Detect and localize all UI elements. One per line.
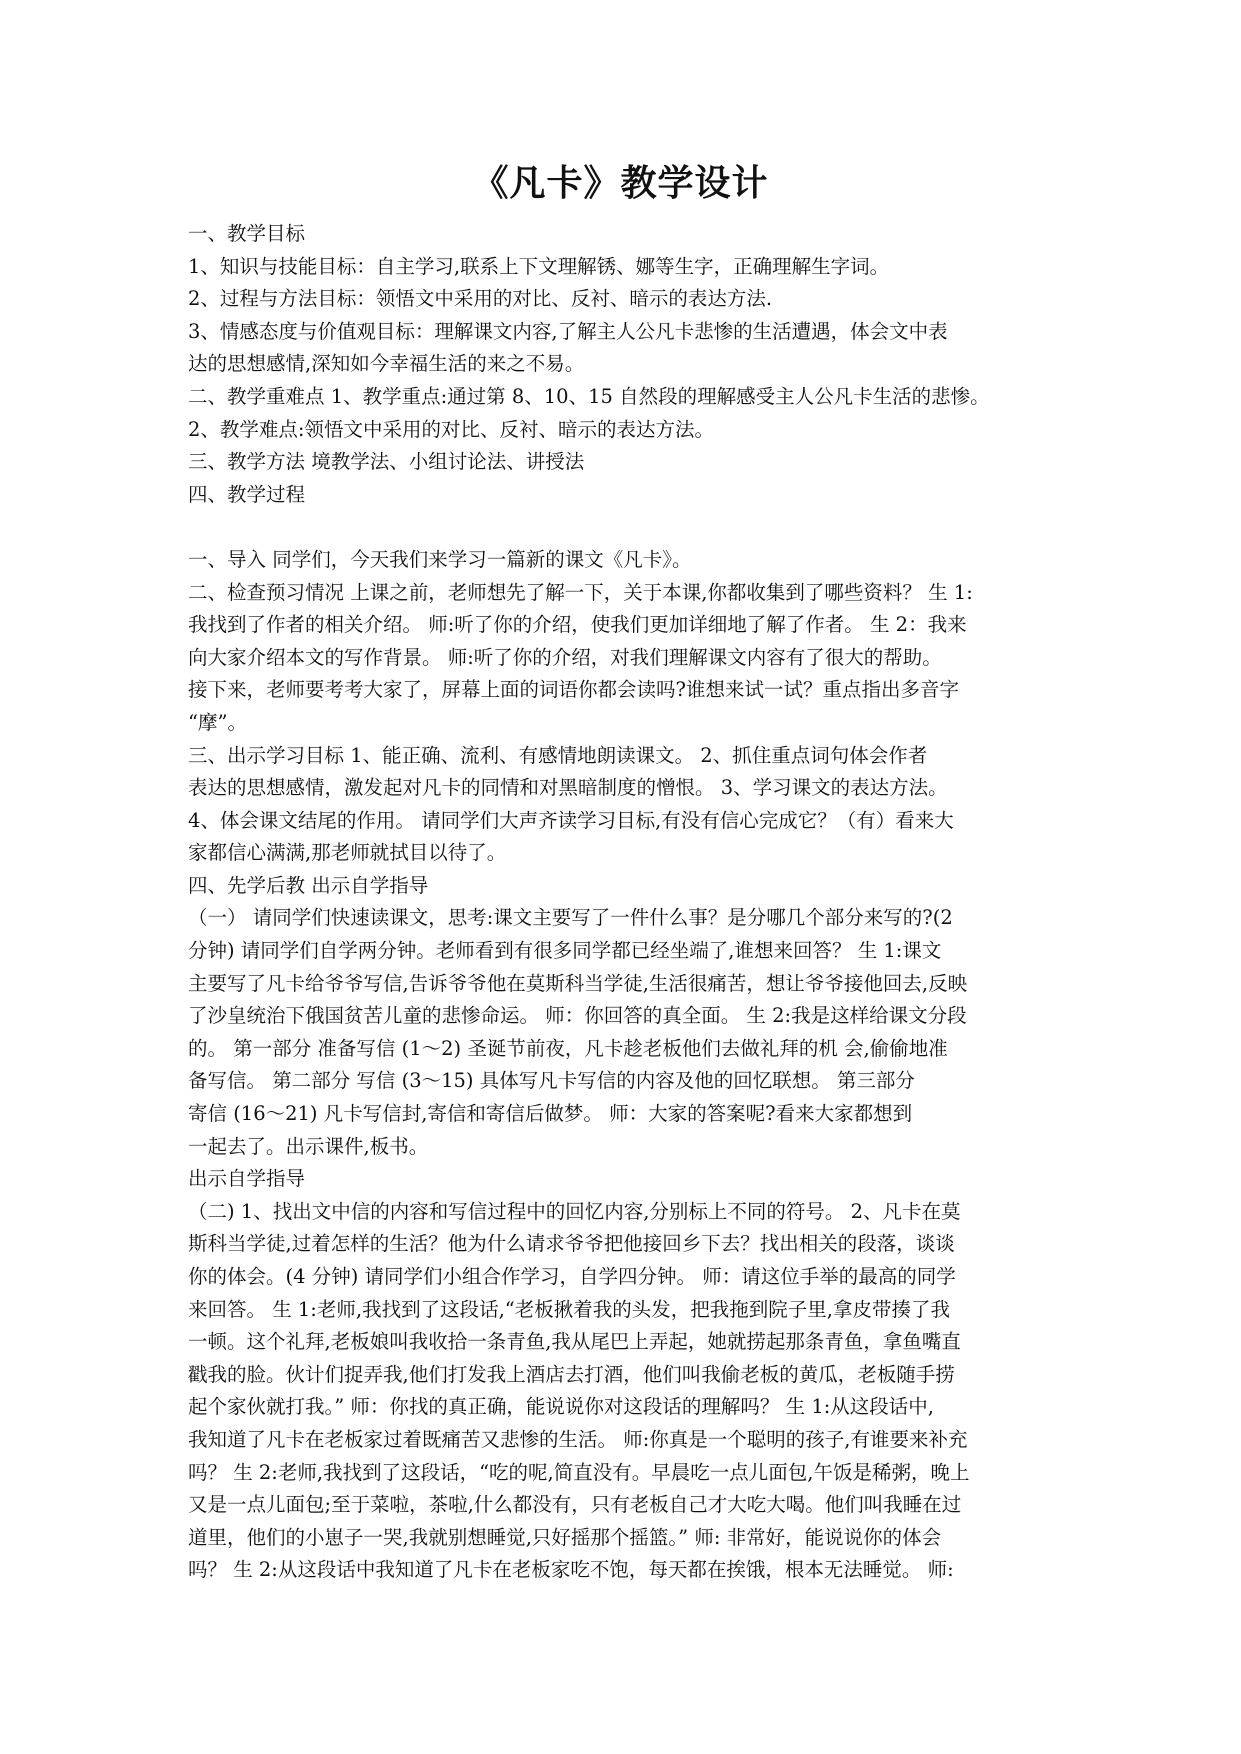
process-text-line: 吗？ 生 2:从这段话中我知道了凡卡在老板家吃不饱，每天都在挨饿，根本无法睡觉。 师: <box>188 1558 954 1582</box>
process-text-line: 向大家介绍本文的写作背景。 师:听了你的介绍，对我们理解课文内容有了很大的帮助。 <box>188 645 942 669</box>
outline-text-line: 3、情感态度与价值观目标：理解课文内容,了解主人公凡卡悲惨的生活遭遇，体会文中表 <box>188 319 948 343</box>
outline-text-line: 2、教学难点:领悟文中采用的对比、反衬、暗示的表达方法。 <box>188 417 714 441</box>
process-text-line: 了沙皇统治下俄国贫苦儿童的悲惨命运。 师：你回答的真全面。 生 2:我是这样给课文分段 <box>188 1004 967 1028</box>
process-text-line: 斯科当学徒,过着怎样的生活？他为什么请求爷爷把他接回乡下去？找出相关的段落，谈谈 <box>188 1232 955 1256</box>
process-text-line: 接下来，老师要考考大家了，屏幕上面的词语你都会读吗?谁想来试一试？重点指出多音字 <box>188 678 959 702</box>
process-text-line: 表达的思想感情，激发起对凡卡的同情和对黑暗制度的憎恨。 3、学习课文的表达方法。 <box>188 776 948 800</box>
process-text-line: 道里，他们的小崽子一哭,我就别想睡觉,只好摇那个摇篮。” 师: 非常好，能说说你的体会 <box>188 1525 942 1549</box>
process-text-line: 又是一点儿面包;至于菜啦，茶啦,什么都没有，只有老板自己才大吃大喝。他们叫我睡在过 <box>188 1493 962 1517</box>
outline-text-line: 达的思想感情,深知如今幸福生活的来之不易。 <box>188 352 585 376</box>
outline-text-line: 2、过程与方法目标：领悟文中采用的对比、反衬、暗示的表达方法. <box>188 287 773 311</box>
outline-text-line: 二、教学重难点 1、教学重点:通过第 8、10、15 自然段的理解感受主人公凡卡生活的悲惨。 <box>188 384 990 408</box>
process-text-line: 备写信。 第二部分 写信 (3～15) 具体写凡卡写信的内容及他的回忆联想。 第三部分 <box>188 1069 915 1093</box>
process-text-line: “摩”。 <box>188 710 247 734</box>
process-text-line: 二、检查预习情况 上课之前，老师想先了解一下，关于本课,你都收集到了哪些资料？ 生 1: <box>188 580 973 604</box>
outline-text-line: 三、教学方法 境教学法、小组讨论法、讲授法 <box>188 450 585 474</box>
process-text-line: 主要写了凡卡给爷爷写信,告诉爷爷他在莫斯科当学徒,生活很痛苦，想让爷爷接他回去,反映 <box>188 971 968 995</box>
process-text-line: （二) 1、找出文中信的内容和写信过程中的回忆内容,分别标上不同的符号。 2、凡卡在莫 <box>188 1199 961 1223</box>
process-text-line: 一起去了。出示课件,板书。 <box>188 1134 429 1158</box>
process-text-line: 一顿。这个礼拜,老板娘叫我收拾一条青鱼,我从尾巴上弄起，她就捞起那条青鱼，拿鱼嘴直 <box>188 1330 961 1354</box>
process-text-line: 的。 第一部分 准备写信 (1～2) 圣诞节前夜，凡卡趁老板他们去做礼拜的机 会,偷偷地准 <box>188 1036 948 1060</box>
process-text-line: 我知道了凡卡在老板家过着既痛苦又悲惨的生活。 师:你真是一个聪明的孩子,有谁要来补充 <box>188 1427 968 1451</box>
process-text-line: （一） 请同学们快速读课文，思考:课文主要写了一件什么事？是分哪几个部分来写的?(2 <box>188 906 953 930</box>
document-title: 《凡卡》教学设计 <box>472 163 769 204</box>
process-text-line: 来回答。 生 1:老师,我找到了这段话,“老板揪着我的头发，把我拖到院子里,拿皮带揍了我 <box>188 1297 950 1321</box>
process-text-line: 家都信心满满,那老师就拭目以待了。 <box>188 841 507 865</box>
process-text-line: 一、导入 同学们，今天我们来学习一篇新的课文《凡卡》。 <box>188 547 692 571</box>
outline-text-line: 四、教学过程 <box>188 482 306 506</box>
process-text-line: 起个家伙就打我。” 师：你找的真正确，能说说你对这段话的理解吗？ 生 1:从这段话中, <box>188 1395 934 1419</box>
process-text-line: 我找到了作者的相关介绍。 师:听了你的介绍，使我们更加详细地了解了作者。 生 2：我来 <box>188 613 967 637</box>
document-body <box>188 218 1068 1587</box>
process-text-line: 你的体会。(4 分钟) 请同学们小组合作学习，自学四分钟。 师：请这位手举的最高的同学 <box>188 1265 956 1288</box>
outline-text-line: 1、知识与技能目标：自主学习,联系上下文理解锈、娜等生字，正确理解生字词。 <box>188 254 890 278</box>
process-text-line: 寄信 (16～21) 凡卡写信封,寄信和寄信后做梦。 师：大家的答案呢?看来大家都想到 <box>188 1102 913 1126</box>
process-text-line: 三、出示学习目标 1、能正确、流利、有感情地朗读课文。 2、抓住重点词句体会作者 <box>188 743 928 767</box>
process-text-line: 出示自学指导 <box>188 1167 306 1191</box>
outline-text-line: 一、教学目标 <box>188 222 306 245</box>
process-text-line: 分钟) 请同学们自学两分钟。老师看到有很多同学都已经坐端了,谁想来回答？ 生 1:课文 <box>188 939 942 963</box>
process-text-line: 吗？ 生 2:老师,我找到了这段话，“吃的呢,简直没有。早晨吃一点儿面包,午饭是稀粥，晚上 <box>188 1460 970 1484</box>
paragraph-gap <box>188 511 1068 544</box>
process-text-line: 四、先学后教 出示自学指导 <box>188 873 429 897</box>
process-text-line: 戳我的脸。伙计们捉弄我,他们打发我上酒店去打酒，他们叫我偷老板的黄瓜，老板随手捞 <box>188 1362 955 1386</box>
process-text-line: 4、体会课文结尾的作用。 请同学们大声齐读学习目标,有没有信心完成它？（有）看来大 <box>188 808 954 832</box>
